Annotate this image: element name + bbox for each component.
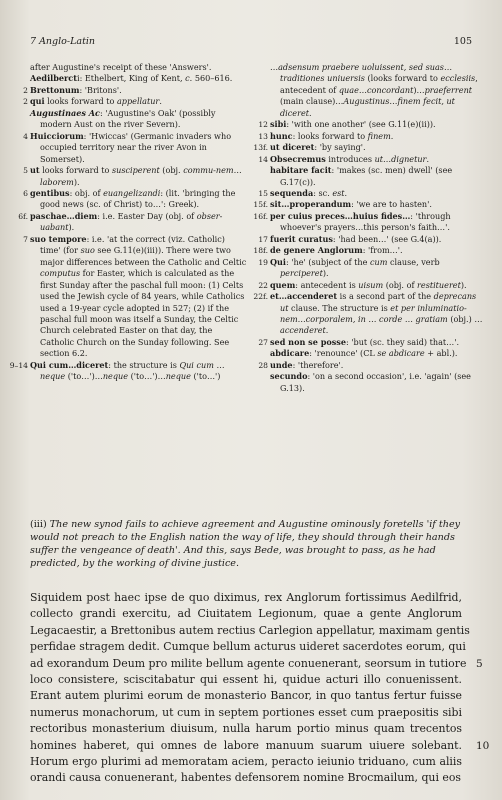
section-summary — [30, 518, 470, 570]
note-line-ref: 9–14 — [9, 360, 28, 370]
commentary-note — [253, 210, 486, 234]
notes-right-column — [253, 62, 486, 394]
note-text: , antecedent of — [280, 73, 478, 95]
note-text: : i.e. 'at the correct (viz. Catholic) time' (for — [40, 233, 225, 256]
note-text: . — [159, 96, 162, 107]
note-line-ref: 13f. — [253, 143, 268, 153]
note-text: looks forward to — [44, 96, 117, 107]
note-lemma: fuerit curatus — [270, 233, 333, 244]
commentary-note — [260, 234, 486, 245]
latin-line: Siquidem post haec ipse de quo diximus, rex Anglorum fortissimus Aedilfrid, — [30, 591, 462, 604]
line-number-marker: 10 — [476, 739, 490, 752]
note-text: quae…concordant — [338, 84, 414, 95]
note-text: : 'by saying'. — [314, 142, 366, 153]
commentary-note — [260, 337, 486, 348]
section-title: 7 Anglo-Latin — [30, 36, 96, 47]
note-text: (main clause)… — [280, 96, 344, 107]
note-line-ref: 27 — [258, 337, 268, 347]
note-text: susciperent — [111, 165, 160, 176]
note-text: obser-uabant — [40, 210, 223, 233]
summary-text: The new synod fails to achieve agreement and Augustine ominously foretells 'if they would not preach to the English nation the way of life, they should through their hands suffer the vengeance of death'. And this, says Bede, was brought to pass, as he had predicted, by the working of divine justice. — [30, 519, 461, 569]
latin-line: rectoribus monasterium diuisum, nulla harum portio minus quam trecentos — [30, 722, 462, 736]
note-lemma: ut diceret — [270, 142, 315, 153]
commentary-note — [20, 85, 248, 96]
note-text: et per inluminatio-nem…corporalem, in … corde … gratiam — [280, 302, 467, 324]
note-text: (obj.) — [447, 313, 475, 324]
note-text: : (lit. 'bringing the good news (sc. of Christ) to…': Greek). — [40, 187, 236, 210]
note-text: : 'Augustine's Oak' (possibly modern Aust on the river Severn). — [40, 107, 216, 130]
commentary-note — [260, 131, 486, 142]
commentary-note — [20, 165, 248, 188]
note-line-ref: 22 — [258, 280, 268, 290]
note-lemma: Augustinaes Ac — [30, 107, 100, 118]
note-line-ref: 2 — [23, 85, 28, 95]
note-line-ref: 22f. — [253, 292, 268, 302]
commentary-note — [20, 73, 248, 84]
commentary-note — [253, 245, 486, 256]
note-lemma: habitare facit — [270, 165, 332, 176]
note-lemma: Aedilberct — [30, 73, 77, 84]
note-text: : obj. of — [69, 187, 104, 198]
latin-line: collecto grandi exercitu, ad Ciuitatem Legionum, quae a gente Anglorum — [30, 607, 462, 621]
note-lemma: quem — [270, 279, 296, 290]
note-text: euangelizandi — [103, 187, 161, 198]
latin-line: orandi causa conuenerant, habentes defensorem nomine Brocmailum, qui eos — [30, 771, 461, 785]
note-line-ref: 7 — [23, 234, 28, 244]
note-line-ref: 16f. — [253, 211, 268, 221]
note-lemma: de genere Anglorum — [270, 245, 363, 256]
commentary-note — [20, 131, 248, 165]
note-text: Qui cum …neque — [40, 359, 225, 382]
note-text: se abdicare — [377, 348, 425, 359]
note-text: : antecedent is — [295, 279, 359, 290]
commentary-note — [260, 348, 486, 359]
note-text: …adsensum praebere uoluissent, sed suas… traditiones uniuersis — [270, 62, 453, 84]
note-line-ref: 18f. — [253, 246, 268, 256]
note-lemma: paschae…diem — [30, 210, 98, 221]
note-text: i: Ethelbert, King of Kent, — [76, 73, 186, 84]
commentary-note — [260, 360, 486, 371]
note-text: ('to…') — [190, 371, 221, 382]
note-line-ref: 2 — [23, 97, 28, 107]
note-line-ref: 15f. — [253, 200, 268, 210]
note-text: ). — [68, 222, 75, 233]
note-text: : 'with one another' (see G.11(e)(ii)). — [286, 119, 436, 130]
note-text: : 'through whoever's prayers…this person's faith…'. — [280, 210, 451, 233]
note-line-ref: 28 — [258, 360, 268, 370]
latin-line: homines haberet, qui omnes de labore manuum suarum uiuere solebant. — [30, 738, 462, 752]
latin-line: Legacaestir, a Brettonibus autem rectius Carlegion appellatur, maximam gentis — [30, 623, 470, 637]
latin-line: Erant autem plurimi eorum de monasterio Bancor, in quo tantus fertur fuisse — [30, 689, 462, 703]
note-lemma: hunc — [270, 130, 293, 141]
note-line-ref: 4 — [23, 131, 28, 141]
note-text: ). — [460, 279, 467, 290]
note-text: (obj. — [159, 165, 184, 176]
note-text: finem — [367, 130, 391, 141]
summary-label: (iii) — [30, 519, 47, 530]
latin-line: Horum ergo plurimi ad memoratam aciem, peracto ieiunio triduano, cum aliis — [30, 755, 462, 769]
note-lemma: per cuius preces…huius fides… — [270, 210, 411, 221]
commentary-note — [20, 108, 248, 131]
note-lemma: et…accenderet — [270, 291, 338, 302]
note-text: : the structure is — [108, 359, 180, 370]
commentary-note — [253, 199, 486, 210]
note-lemma: suo tempore — [30, 233, 87, 244]
commentary-note — [260, 154, 486, 165]
note-text: : 'on a second occasion', i.e. 'again' (see G.13). — [280, 371, 471, 393]
note-line-ref: 19 — [258, 257, 268, 267]
note-lemma: ut — [30, 165, 40, 176]
note-text: . — [390, 130, 394, 141]
note-text: commu-nem…laborem — [40, 165, 242, 187]
commentary-note — [253, 142, 486, 153]
note-text: )… — [413, 84, 425, 95]
note-lemma: sequenda — [270, 187, 314, 198]
note-lemma: qui — [30, 96, 45, 107]
note-lemma: sed non se posse — [270, 336, 347, 347]
note-text: : i.e. Easter Day (obj. of — [97, 210, 197, 221]
note-text: ). — [73, 176, 80, 187]
note-text: : 'had been…' (see G.4(a)). — [332, 233, 442, 244]
note-line-ref: 15 — [258, 188, 268, 198]
note-lemma: sit…properandum — [270, 199, 352, 210]
note-text: …accenderet — [280, 313, 483, 336]
note-line-ref: 5 — [23, 166, 28, 176]
commentary-note — [20, 62, 248, 73]
note-text: cum — [369, 256, 388, 267]
latin-text — [30, 590, 490, 787]
commentary-note — [260, 257, 486, 280]
note-text: : sc. — [313, 187, 333, 198]
note-line-ref: 6f. — [18, 211, 28, 221]
note-text: is a second part of the — [337, 291, 434, 302]
note-text: : 'therefore'. — [292, 359, 344, 370]
note-text: after Augustine's receipt of these 'Answers'. — [30, 62, 212, 72]
note-text: (looks forward to — [364, 73, 441, 84]
note-line-ref: 6 — [23, 188, 28, 198]
commentary-note — [253, 291, 486, 337]
note-text: suo — [80, 245, 95, 256]
commentary-note — [9, 359, 248, 383]
note-text: perciperet — [280, 268, 323, 279]
commentary-note — [20, 96, 248, 107]
note-lemma: Brettonum — [30, 84, 80, 95]
note-text: : 'but (sc. they said) that…'. — [346, 336, 460, 347]
note-lemma: gentibus — [30, 187, 70, 198]
note-text: : looks forward to — [292, 130, 368, 141]
note-text: + abl.). — [424, 348, 458, 359]
note-text: : 'Hwiccas' (Germanic invaders who occupied territory near the river Avon in Somerset). — [40, 130, 232, 164]
note-text: : 'he' (subject of the — [286, 256, 370, 267]
note-text: ecclesiis — [440, 73, 476, 84]
note-text: see G.11(e)(iii)). There were two major differences between the Catholic and Celtic — [40, 245, 247, 267]
commentary-note — [20, 188, 248, 211]
latin-line: loco consistere, sciscitabatur qui essent hi, quidue acturi illo conuenissent. — [30, 673, 462, 687]
note-text: : 'from…'. — [362, 245, 403, 256]
note-text: appellatur — [116, 96, 160, 107]
note-text: Augustinus…finem fecit, ut diceret — [280, 96, 455, 118]
note-text: deprecans ut — [280, 291, 477, 313]
commentary-note — [260, 62, 486, 119]
running-head — [20, 36, 478, 50]
note-text: . — [426, 153, 430, 164]
note-text: c. — [185, 73, 193, 84]
notes-left-column — [9, 62, 248, 383]
note-lemma: Qui cum…diceret — [30, 359, 109, 370]
line-number-marker: 5 — [476, 657, 483, 670]
note-text: uisum — [358, 279, 384, 290]
note-text: . — [344, 187, 348, 198]
note-line-ref: 17 — [258, 234, 268, 244]
note-text: : 'renounce' (CL — [309, 348, 378, 359]
note-lemma: secundo — [270, 371, 308, 382]
note-lemma: Qui — [270, 256, 287, 267]
note-line-ref: 14 — [258, 154, 268, 164]
note-lemma: Huicciorum — [30, 130, 84, 141]
note-text: clause, verb — [387, 256, 440, 267]
note-text: ('to…')… — [65, 371, 103, 382]
note-text: . — [309, 107, 312, 118]
note-text: : 'Britons'. — [79, 84, 122, 95]
note-text: : 'makes (sc. men) dwell' (see G.17(c)). — [280, 165, 453, 187]
commentary-note — [260, 188, 486, 199]
note-text: computus — [40, 268, 81, 279]
latin-line: perfidae stragem dedit. Cumque bellum acturus uideret sacerdotes eorum, qui — [30, 640, 466, 654]
commentary-note — [20, 234, 248, 360]
note-text: ('to…')… — [128, 371, 166, 382]
page-number: 105 — [453, 36, 472, 47]
note-text: introduces — [325, 153, 375, 164]
note-lemma: unde — [270, 359, 293, 370]
note-text: (obj. of — [383, 279, 418, 290]
note-lemma: Obsecremus — [270, 153, 326, 164]
note-text: ). — [322, 268, 329, 279]
note-line-ref: 13 — [258, 131, 268, 141]
note-text: : 'we are to hasten'. — [351, 199, 432, 210]
note-text: 560–616. — [192, 73, 233, 84]
note-line-ref: 12 — [258, 120, 268, 130]
note-text: praeferrent — [424, 84, 473, 95]
note-text: . — [325, 325, 329, 336]
commentary-note — [20, 211, 248, 234]
note-text: for Easter, which is calculated as the first Sunday after the paschal full moon: (1) Celts used the Jewish cycle of 84 years, while Catholics used a 19-year cycle adopted in 527; (2) if the paschal full moon was itself a Sunday, the Celtic Church celebrated Easter on that day, the Catholic Church on the Sunday following. See section 6.2. — [40, 268, 245, 359]
note-text: ut…dignetur — [374, 153, 427, 164]
note-text: neque — [165, 371, 191, 382]
note-text: looks forward to — [39, 165, 112, 176]
commentary-note — [260, 119, 486, 130]
latin-line: numerus monachorum, ut cum in septem portiones esset cum praepositis sibi — [30, 705, 462, 719]
note-lemma: abdicare — [270, 348, 310, 359]
note-text: restitueret — [417, 279, 461, 290]
commentary-note — [260, 280, 486, 291]
note-lemma: sibi — [270, 119, 287, 130]
commentary-note — [260, 371, 486, 394]
note-text: est — [332, 187, 345, 198]
latin-line: ad exorandum Deum pro milite bellum agente conuenerant, seorsum in tutiore — [30, 656, 467, 670]
commentary-note — [260, 165, 486, 188]
note-text: clause. The structure is — [288, 302, 391, 313]
note-text: neque — [102, 371, 129, 382]
